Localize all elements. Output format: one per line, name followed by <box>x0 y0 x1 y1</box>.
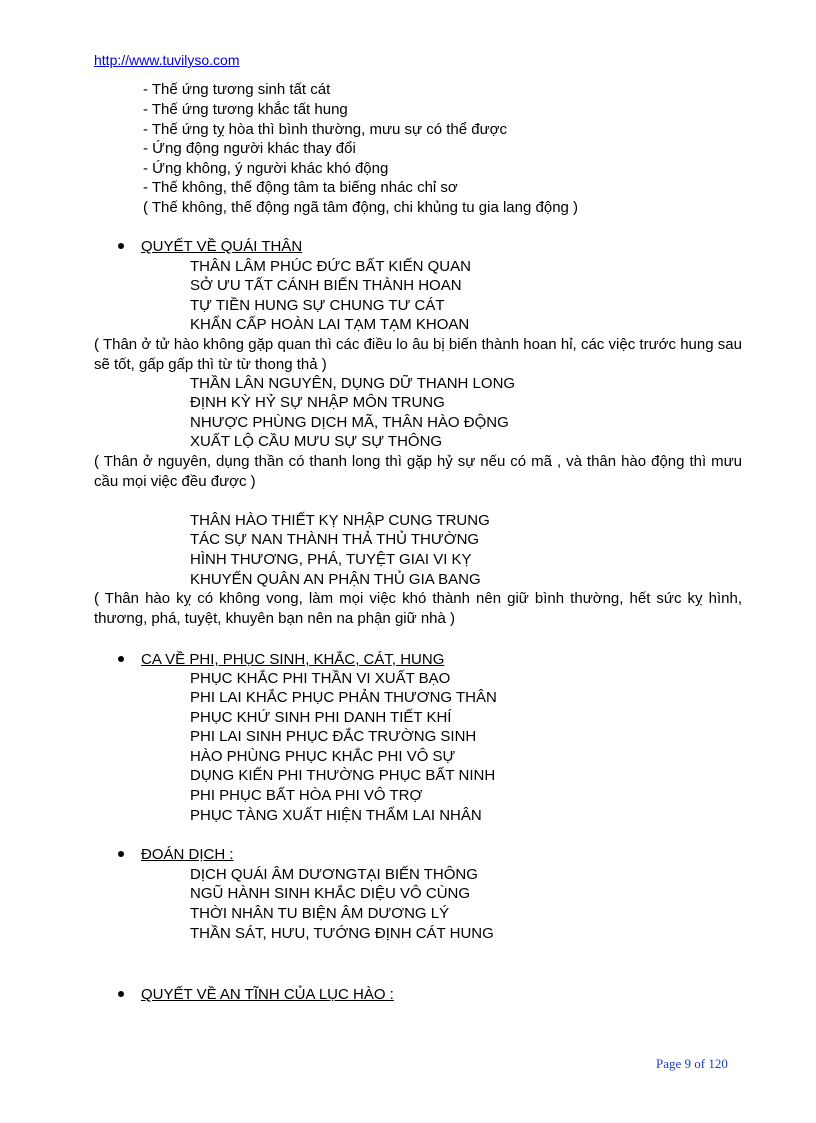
section-heading-phi-phuc <box>118 650 444 669</box>
verse-line: DỊCH QUÁI ÂM DƯƠNGTẠI BIẾN THÔNG <box>190 866 478 883</box>
verse-line: HÌNH THƯƠNG, PHÁ, TUYỆT GIAI VI KỴ <box>190 551 472 568</box>
note-paragraph: ( Thân ở tử hào không gặp quan thì các điều lo âu bị biến thành hoan hỉ, các việc trước hung sau sẽ tốt, gấp gấp thì từ từ thong thả ) <box>94 336 742 373</box>
intro-line: - Ứng động người khác thay đổi <box>143 140 356 157</box>
bullet-icon <box>118 243 124 249</box>
verse-line: NHƯỢC PHÙNG DỊCH MÃ, THÂN HÀO ĐỘNG <box>190 414 509 431</box>
section-heading-quai-than <box>118 237 302 256</box>
verse-line: THẦN LÂN NGUYÊN, DỤNG DỮ THANH LONG <box>190 375 516 392</box>
verse-line: PHỤC KHỨ SINH PHI DANH TIẾT KHÍ <box>190 709 452 726</box>
section-heading-doan-dich <box>118 845 234 864</box>
verse-line: DỤNG KIẾN PHI THƯỜNG PHỤC BẤT NINH <box>190 767 496 784</box>
verse-line: THỜI NHÂN TU BIỆN ÂM DƯƠNG LÝ <box>190 905 450 922</box>
verse-line: PHI LAI KHẮC PHỤC PHẢN THƯƠNG THÂN <box>190 689 497 706</box>
section-heading-text: ĐOÁN DỊCH : <box>141 846 234 863</box>
bullet-icon <box>118 656 124 662</box>
verse-line: SỞ ƯU TẤT CÁNH BIẾN THÀNH HOAN <box>190 277 462 294</box>
verse-line: PHỤC TÀNG XUẤT HIỆN THẨM LAI NHÂN <box>190 807 482 824</box>
verse-line: TỰ TIỀN HUNG SỰ CHUNG TƯ CÁT <box>190 297 445 314</box>
intro-line: - Thế ứng tương sinh tất cát <box>143 81 331 98</box>
verse-line: PHI LAI SINH PHỤC ĐẮC TRƯỜNG SINH <box>190 728 477 745</box>
note-paragraph: ( Thân ở nguyên, dụng thần có thanh long thì gặp hỷ sự nếu có mã , và thân hào động thì mưu cầu mọi việc đều được ) <box>94 453 742 490</box>
verse-line: XUẤT LỘ CẦU MƯU SỰ SỰ THÔNG <box>190 433 443 450</box>
verse-line: KHUYẾN QUÂN AN PHẬN THỦ GIA BANG <box>190 571 481 588</box>
section-heading-text: QUYẾT VỀ QUÁI THÂN <box>141 238 303 255</box>
bullet-icon <box>118 991 124 997</box>
page-number: Page 9 of 120 <box>656 1056 728 1071</box>
note-paragraph: ( Thân hào kỵ có không vong, làm mọi việc khó thành nên giữ bình thường, hết sức kỵ hình, thương, phá, tuyệt, khuyên bạn nên na phận giữ nhà ) <box>94 590 742 627</box>
verse-line: ĐỊNH KỲ HỶ SỰ NHẬP MÔN TRUNG <box>190 394 445 411</box>
intro-line: - Thế không, thế động tâm ta biếng nhác chỉ sơ <box>143 179 458 196</box>
verse-line: TÁC SỰ NAN THÀNH THẢ THỦ THƯỜNG <box>190 531 480 548</box>
verse-line: NGŨ HÀNH SINH KHẮC DIỆU VÔ CÙNG <box>190 885 471 902</box>
bullet-icon <box>118 851 124 857</box>
intro-line: - Thế ứng tương khắc tất hung <box>143 101 348 118</box>
verse-line: HÀO PHÙNG PHỤC KHẮC PHI VÔ SỰ <box>190 748 456 765</box>
verse-line: THÂN HÀO THIẾT KỴ NHẬP CUNG TRUNG <box>190 512 490 529</box>
header-url-link[interactable]: http://www.tuvilyso.com <box>94 52 240 68</box>
section-heading-an-tinh <box>118 985 394 1004</box>
intro-line: ( Thế không, thế động ngã tâm động, chi khủng tu gia lang động ) <box>143 199 579 216</box>
verse-line: THẦN SÁT, HƯU, TƯỚNG ĐỊNH CÁT HUNG <box>190 925 494 942</box>
section-heading-text: QUYẾT VỀ AN TĨNH CỦA LỤC HÀO : <box>141 986 394 1003</box>
intro-line: - Thế ứng tỵ hòa thì bình thường, mưu sự có thể được <box>143 121 507 138</box>
verse-line: KHẨN CẤP HOÀN LAI TẠM TẠM KHOAN <box>190 316 470 333</box>
verse-line: PHI PHỤC BẤT HÒA PHI VÔ TRỢ <box>190 787 423 804</box>
verse-line: PHỤC KHẮC PHI THẦN VI XUẤT BẠO <box>190 670 451 687</box>
intro-line: - Ứng không, ý người khác khó động <box>143 160 389 177</box>
verse-line: THÂN LÂM PHÚC ĐỨC BẤT KIẾN QUAN <box>190 258 471 275</box>
section-heading-text: CA VỀ PHI, PHỤC SINH, KHẮC, CÁT, HUNG <box>141 651 445 668</box>
